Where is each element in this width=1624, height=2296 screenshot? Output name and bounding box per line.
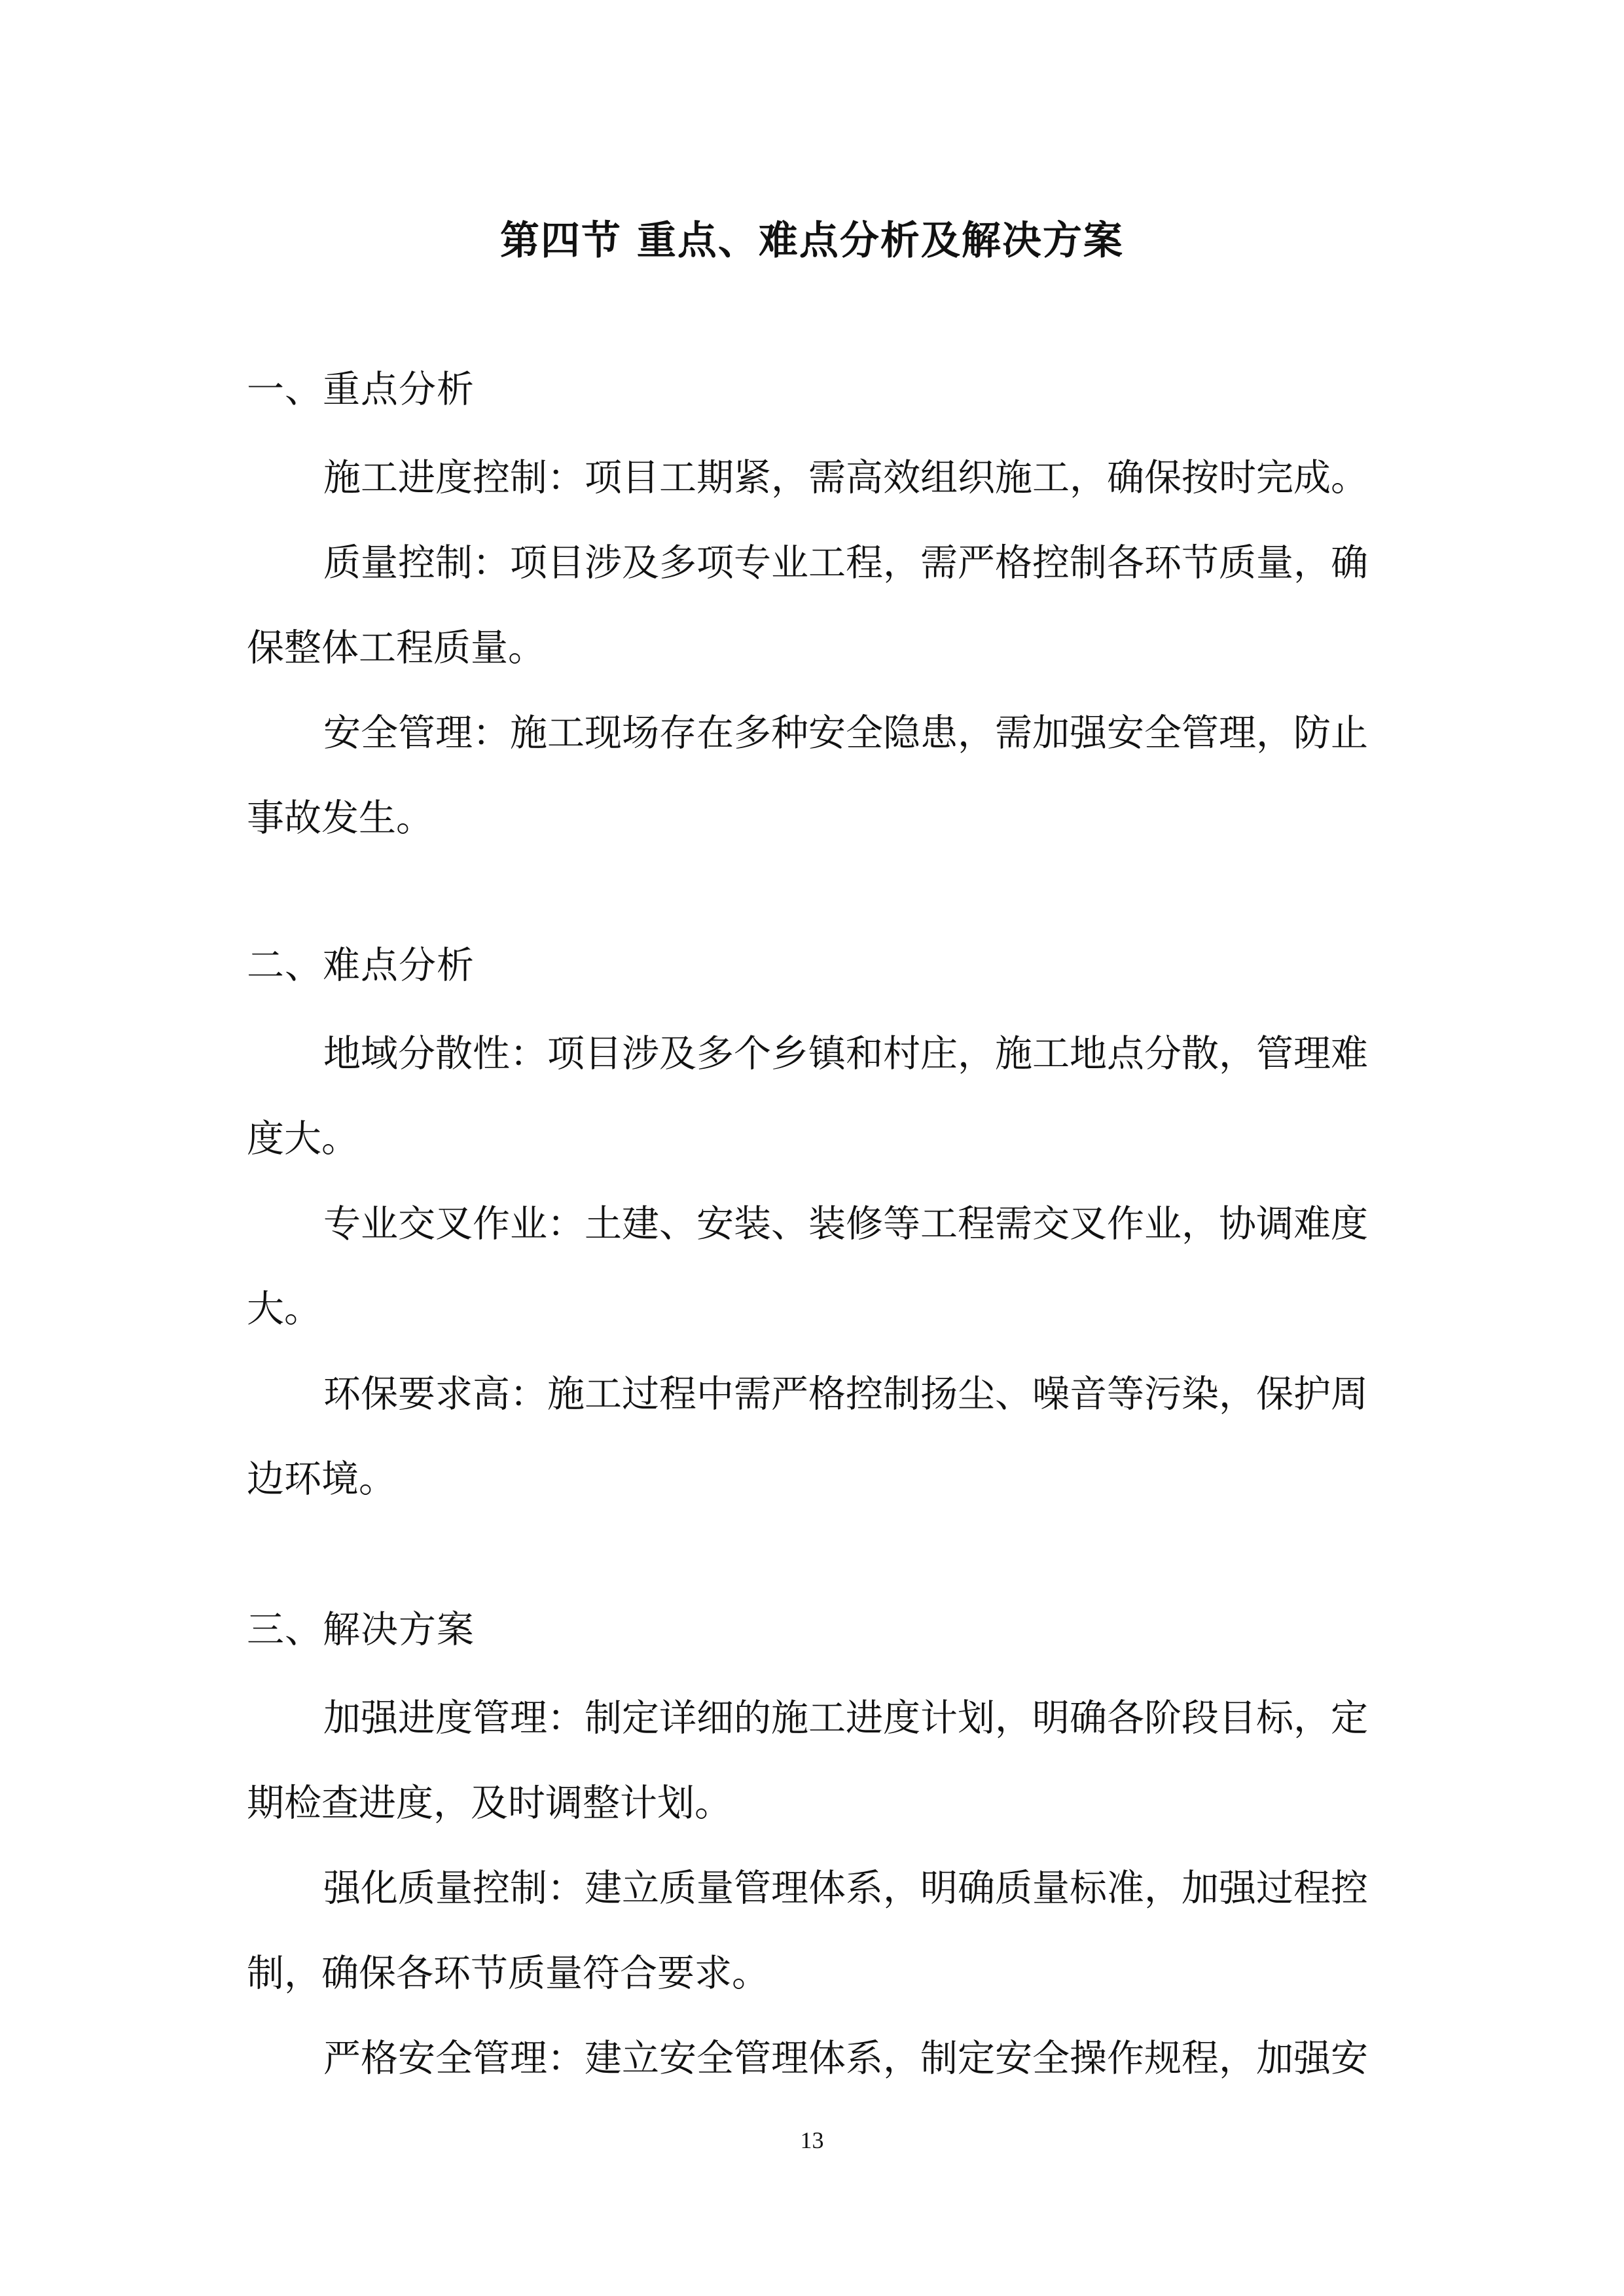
paragraph-quality-strengthening: 强化质量控制：建立质量管理体系，明确质量标准，加强过程控制，确保各环节质量符合要求。 (247, 1867, 1368, 1995)
paragraph-cross-discipline-work: 专业交叉作业：土建、安装、装修等工程需交叉作业，协调难度大。 (247, 1202, 1368, 1331)
heading-key-points: 一、重点分析 (247, 368, 475, 411)
paragraph-geographic-dispersion: 地域分散性：项目涉及多个乡镇和村庄，施工地点分散，管理难度大。 (247, 1032, 1368, 1160)
heading-difficulties: 二、难点分析 (247, 944, 475, 987)
paragraph-progress-management: 加强进度管理：制定详细的施工进度计划，明确各阶段目标，定期检查进度，及时调整计划。 (247, 1696, 1368, 1825)
paragraph-environmental-requirements: 环保要求高：施工过程中需严格控制扬尘、噪音等污染，保护周边环境。 (247, 1372, 1368, 1501)
paragraph-strict-safety: 严格安全管理：建立安全管理体系，制定安全操作规程，加强安 (323, 2037, 1368, 2080)
section-title: 第四节 重点、难点分析及解决方案 (500, 218, 1124, 264)
paragraph-schedule-control: 施工进度控制：项目工期紧，需高效组织施工，确保按时完成。 (323, 456, 1368, 499)
heading-solutions: 三、解决方案 (247, 1608, 475, 1651)
paragraph-quality-control: 质量控制：项目涉及多项专业工程，需严格控制各环节质量，确保整体工程质量。 (247, 541, 1368, 670)
paragraph-safety-management: 安全管理：施工现场存在多种安全隐患，需加强安全管理，防止事故发生。 (247, 711, 1368, 840)
page-number: 13 (800, 2127, 824, 2153)
